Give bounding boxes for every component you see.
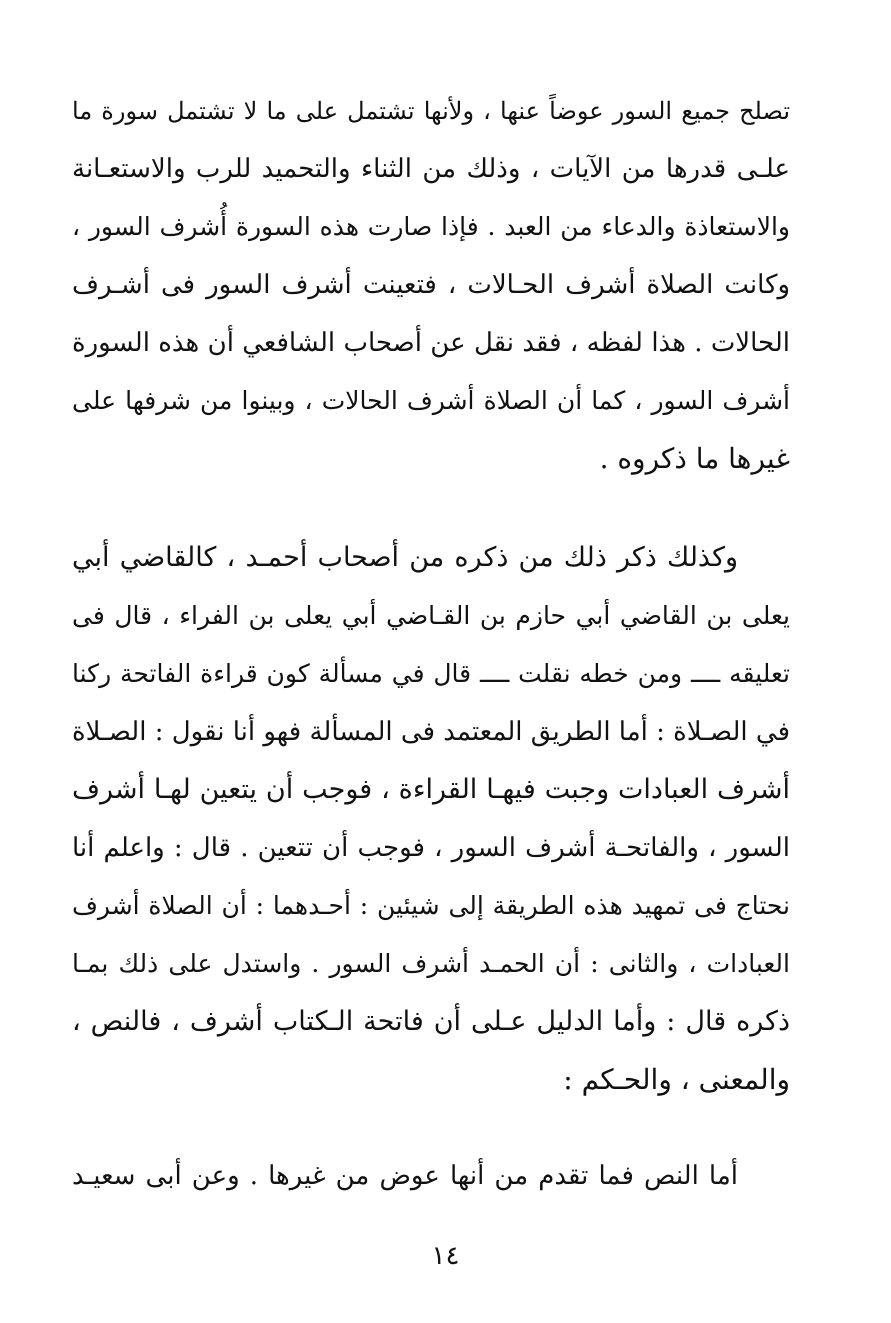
paragraph-3 xyxy=(72,1147,790,1205)
text-line: والاستعاذة والدعاء من العبد . فإذا صارت هذه السورة أُشرف السور ، xyxy=(72,212,790,241)
text-line: والمعنى ، والحـكم : xyxy=(563,1063,790,1096)
text-line: العبادات ، والثانى : أن الحمـد أشرف السور . واستدل على ذلك بمـا xyxy=(72,949,790,978)
text-line: علـى قدرها من الآيات ، وذلك من الثناء والتحميد للرب والاستعـانة xyxy=(72,154,790,184)
text-line: الحالات . هذا لفظه ، فقد نقل عن أصحاب الشافعي أن هذه السورة xyxy=(72,328,790,358)
text-line: أشرف السور ، كما أن الصلاة أشرف الحالات ، وبينوا من شرفها على xyxy=(72,386,790,415)
text-line: وكانت الصلاة أشرف الحـالات ، فتعينت أشرف السور فى أشـرف xyxy=(72,270,790,300)
text-line: أشرف العبادات وجبت فيهـا القراءة ، فوجب أن يتعين لهـا أشرف xyxy=(72,774,790,805)
text-line: ذكره قال : وأما الدليل عـلى أن فاتحة الـكتاب أشرف ، فالنص ، xyxy=(72,1006,790,1037)
text-line: أما النص فما تقدم من أنها عوض من غيرها . وعن أبى سعيـد xyxy=(72,1161,738,1191)
text-line: في الصـلاة : أما الطريق المعتمد فى المسألة فهو أنا نقول : الصـلاة xyxy=(72,717,790,747)
text-line: السور ، والفاتحـة أشرف السور ، فوجب أن تتعين . قال : واعلم أنا xyxy=(72,833,790,863)
text-line: تعليقه ــــ ومن خطه نقلت ــــ قال في مسألة كون قراءة الفاتحة ركنا xyxy=(72,659,790,688)
text-line: نحتاج فى تمهيد هذه الطريقة إلى شيئين : أحـدهما : أن الصلاة أشرف xyxy=(72,891,790,920)
text-line: يعلى بن القاضي أبي حازم بن القـاضي أبي يعلى بن الفراء ، قال فى xyxy=(72,601,790,630)
text-line: وكذلك ذكر ذلك من ذكره من أصحاب أحمـد ، كالقاضي أبي xyxy=(72,542,738,573)
text-line: تصلح جميع السور عوضاً عنها ، ولأنها تشتمل على ما لا تشتمل سورة ما xyxy=(72,97,790,125)
text-line: غيرها ما ذكروه . xyxy=(599,442,790,475)
paragraph-2 xyxy=(72,529,790,1109)
page-number: ١٤ xyxy=(431,1241,460,1271)
paragraph-1 xyxy=(72,82,790,488)
